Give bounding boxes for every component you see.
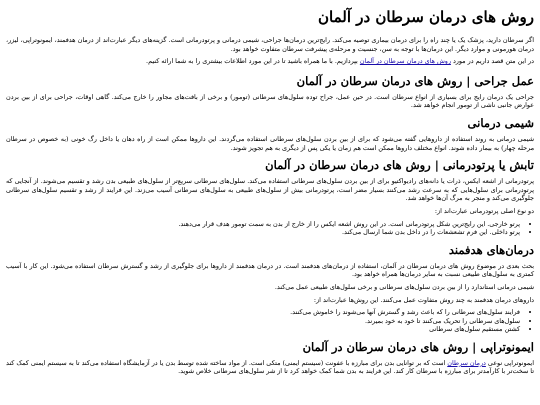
targeted-methods-list xyxy=(6,308,520,334)
radiation-paragraph: پرتودرمانی از اشعه ایکس، ذرات یا دانه‌های رادیواکتیو برای از بین بردن سلول‌های سرطانی استفاده می‌کند. سلول‌های سرطانی سریع‌تر از سلول‌های طبیعی بدن رشد و تقسیم می‌شوند. از آنجایی که پرتودرمانی برای سلول‌هایی که به سرعت رشد می‌کنند بسیار مضر است، پرتودرمانی بیش از سلول‌های طبیعی به سلول‌های سرطانی آسیب می‌زند. این فرایند از رشد و تقسیم سلول‌های سرطانی جلوگیری می‌کند و منجر به مرگ آن‌ها خواهد شد. xyxy=(6,177,534,203)
intro-link-paragraph xyxy=(6,57,534,66)
radiation-types-list xyxy=(6,220,520,237)
targeted-paragraph: بحث بعدی در موضوع روش های درمان سرطان در آلمان، استفاده از درمان‌های هدفمند است. در درمان هدفمند از داروها برای جلوگیری از رشد و گسترش سرطان استفاده می‌شود. این کار با آسیب کمتری به سلول‌های طبیعی نسبت به سایر درمان‌ها همراه خواهد بود. xyxy=(6,261,534,279)
page-title: روش های درمان سرطان در آلمان xyxy=(318,8,534,26)
radiation-types-intro: دو نوع اصلی پرتودرمانی عبارت‌اند از: xyxy=(434,206,534,215)
intro-paragraph: اگر سرطان دارید، پزشک یک یا چند راه را برای درمان بیماری توصیه می‌کند. رایج‌ترین درمان‌ها جراحی، شیمی درمانی و پرتودرمانی است. گزینه‌های دیگر عبارت‌اند از درمان هدفمند، ایمونوتراپی، لیزر، درمان هورمونی و موارد دیگر. این درمان‌ها با توجه به سن، جنسیت و مرحله‌ی پیشرفت سرطان متفاوت خواهد بود. xyxy=(6,36,534,53)
targeted-paragraph-3: داروهای درمان هدفمند به چند روش متفاوت عمل می‌کنند. این روش‌ها عبارت‌اند از: xyxy=(313,295,534,304)
list-item: • سلول‌های سرطانی را تحریک می‌کنند تا خود به خود بمیرند. xyxy=(6,317,520,326)
cancer-treatment-link[interactable]: درمان سرطان xyxy=(447,358,486,367)
surgery-heading: عمل جراحی | روش های درمان سرطان در آلمان xyxy=(296,73,534,88)
intro-text-after: بپردازیم. با ما همراه باشید تا در این مورد اطلاعات بیشتری را به شما ارائه کنیم. xyxy=(146,57,360,66)
list-item: • پرتو خارجی. این رایج‌ترین شکل پرتودرمانی است. در این روش اشعه ایکس را از خارج از بدن به سمت تومور هدف قرار می‌دهند. xyxy=(6,220,520,229)
chemotherapy-paragraph: شیمی درمانی به روند استفاده از داروهایی گفته می‌شود که برای از بین بردن سلول‌های سرطانی استفاده می‌گردند. این داروها ممکن است از راه دهان یا داخل رگ خونی (به خصوص در سرطان مرحله چهار) به بیمار داده شوند. انواع مختلف داروها ممکن است هم زمان یا یکی پس از دیگری به هم تجویز شوند. xyxy=(6,134,534,152)
chemotherapy-heading: شیمی درمانی xyxy=(467,115,534,130)
immunotherapy-heading: ایمونوتراپی | روش های درمان سرطان در آلمان xyxy=(302,339,534,354)
cancer-treatment-germany-link[interactable]: روش های درمان سرطان در آلمان xyxy=(359,57,451,66)
targeted-therapy-heading: درمان‌های هدفمند xyxy=(448,242,534,257)
immunotherapy-paragraph xyxy=(6,359,534,376)
immuno-text-after: است که بر توانایی بدن برای مبارزه با عفونت (سیستم ایمنی) متکی است. از مواد ساخته شده توسط بدن یا در آزمایشگاه استفاده می‌کند تا به سیستم ایمنی کمک کند تا سخت‌تر با کارآمدتر برای مبارزه با سرطان کار کند. این فرایند به بدن شما کمک خواهد کرد تا از شر سلول‌های سرطانی خلاص شوید. xyxy=(6,358,534,376)
radiation-heading: تابش یا پرتودرمانی | روش های درمان سرطان در آلمان xyxy=(265,158,534,173)
intro-text-before: در این متن قصد داریم در مورد xyxy=(450,57,534,66)
targeted-paragraph-2: شیمی درمانی استاندارد را از بین بردن سلول‌های سرطانی و برخی سلول‌های طبیعی عمل می‌کند. xyxy=(274,282,534,291)
immuno-text-before: ایمونوتراپی نوعی xyxy=(485,358,534,367)
list-item: • پرتو داخلی. این فرم تشعشعات را در داخل بدن شما ارسال می‌کند. xyxy=(6,228,520,237)
list-item: • کشتن مستقیم سلول‌های سرطانی xyxy=(6,325,520,334)
list-item: • فرایند سلول‌های سرطانی را که باعث رشد و گسترش آنها می‌شوند را خاموش می‌کنند. xyxy=(6,308,520,317)
surgery-paragraph: جراحی یک درمان رایج برای بسیاری از انواع سرطان است. در حین عمل، جراح توده سلول‌های سرطانی (تومور) و برخی از بافت‌های مجاور را خارج می‌کند. گاهی اوقات، جراحی برای از بین بردن عوارض جانبی ناشی از تومور انجام خواهد شد. xyxy=(6,92,534,110)
